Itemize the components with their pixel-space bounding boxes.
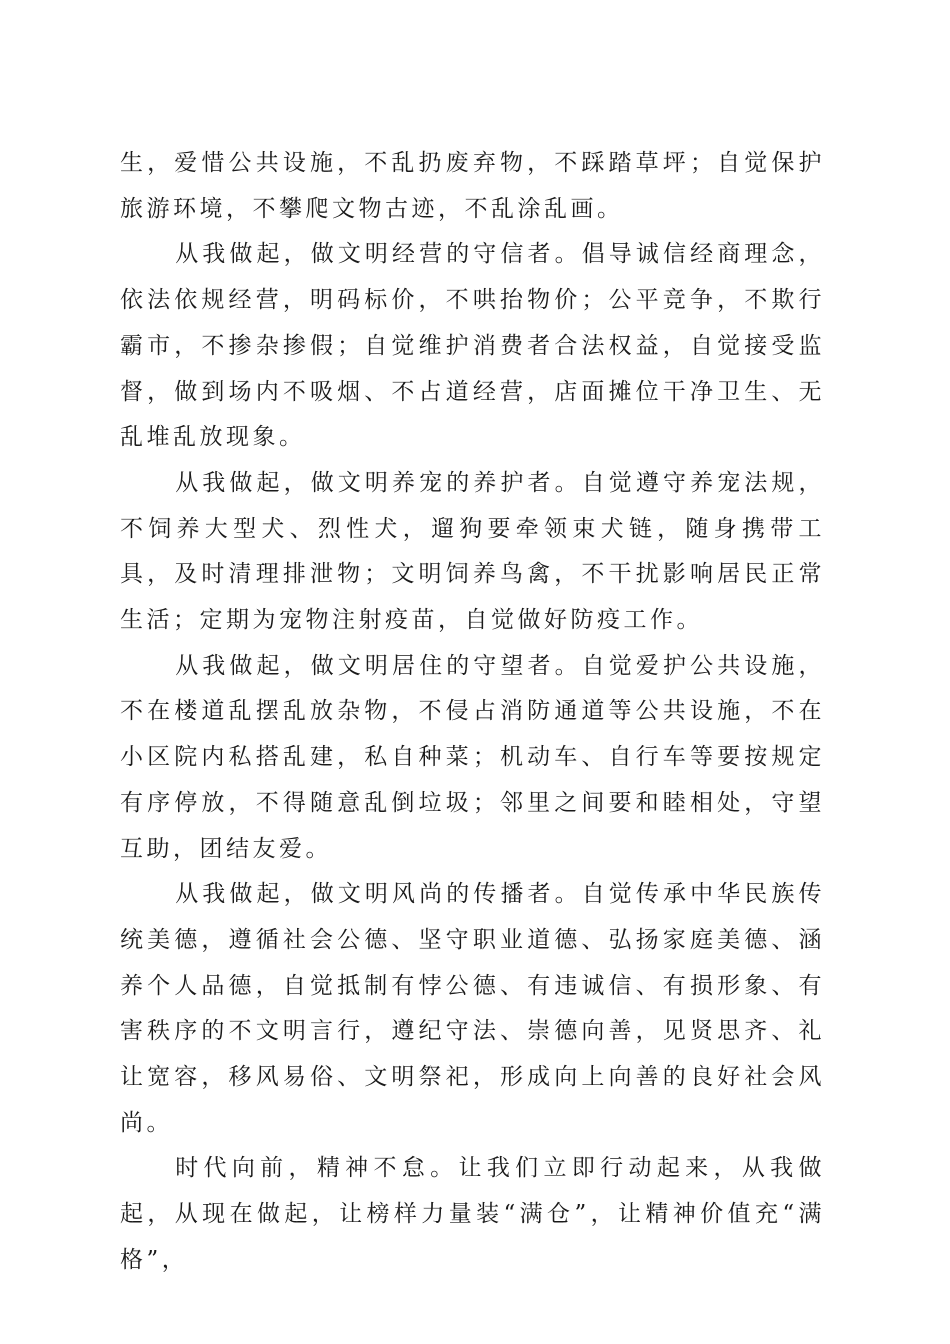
paragraph-1: 生，爱惜公共设施，不乱扔废弃物，不踩踏草坪；自觉保护旅游环境，不攀爬文物古迹，不乱涂乱画。 [120,150,825,222]
document-page [120,141,825,1284]
paragraph-3: 从我做起，做文明养宠的养护者。自觉遵守养宠法规，不饲养大型犬、烈性犬，遛狗要牵领束犬链，随身携带工具，及时清理排泄物；文明饲养鸟禽，不干扰影响居民正常生活；定期为宠物注射疫苗，自觉做好防疫工作。 [120,469,825,634]
paragraph-6: 时代向前，精神不怠。让我们立即行动起来，从我做起，从现在做起，让榜样力量装“满仓”，让精神价值充“满格”， [120,1155,825,1273]
paragraph-2: 从我做起，做文明经营的守信者。倡导诚信经商理念，依法依规经营，明码标价，不哄抬物价；公平竞争，不欺行霸市，不掺杂掺假；自觉维护消费者合法权益，自觉接受监督，做到场内不吸烟、不占道经营，店面摊位干净卫生、无乱堆乱放现象。 [120,241,825,451]
paragraph-5: 从我做起，做文明风尚的传播者。自觉传承中华民族传统美德，遵循社会公德、坚守职业道德、弘扬家庭美德、涵养个人品德，自觉抵制有悖公德、有违诚信、有损形象、有害秩序的不文明言行，遵纪守法、崇德向善，见贤思齐、礼让宽容，移风易俗、文明祭祀，形成向上向善的良好社会风尚。 [120,881,825,1136]
paragraph-4: 从我做起，做文明居住的守望者。自觉爱护公共设施，不在楼道乱摆乱放杂物，不侵占消防通道等公共设施，不在小区院内私搭乱建，私自种菜；机动车、自行车等要按规定有序停放，不得随意乱倒垃圾；邻里之间要和睦相处，守望互助，团结友爱。 [120,652,825,862]
